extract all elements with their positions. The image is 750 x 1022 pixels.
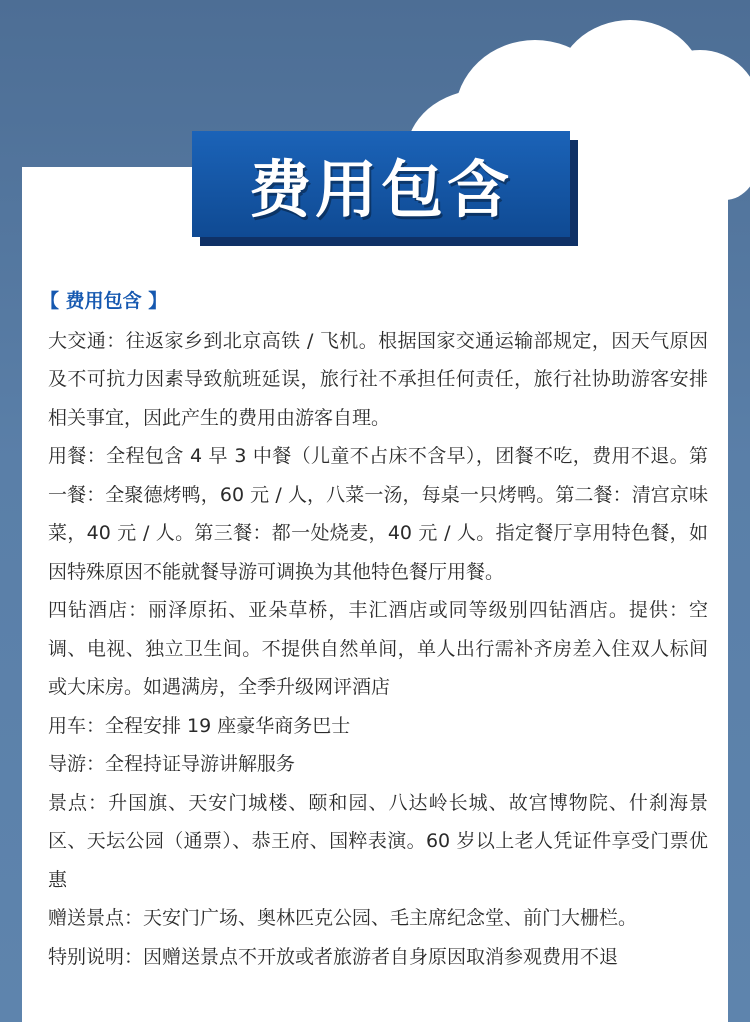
title-banner [192,131,570,237]
section-label: 【 费用包含 】 [40,290,168,312]
paragraph-meals: 用餐：全程包含 4 早 3 中餐（儿童不占床不含早），团餐不吃，费用不退。第一餐：全聚德烤鸭，60 元 / 人，八菜一汤，每桌一只烤鸭。第二餐：清宫京味菜，40 元 / 人。第三餐：都一处烧麦，40 元 / 人。指定餐厅享用特色餐，如因特殊原因不能就餐导游可调换为其他特色餐厅用餐。 [48,445,708,583]
paragraph-hotel: 四钻酒店：丽泽原拓、亚朵草桥，丰汇酒店或同等级别四钻酒店。提供：空调、电视、独立卫生间。不提供自然单间，单人出行需补齐房差入住双人标间或大床房。如遇满房，全季升级网评酒店 [48,599,708,698]
banner-title: 费用包含 [248,152,513,226]
fee-details [40,282,708,976]
paragraph-free-attractions: 赠送景点：天安门广场、奥林匹克公园、毛主席纪念堂、前门大栅栏。 [48,907,638,929]
paragraph-guide: 导游：全程持证导游讲解服务 [48,753,296,775]
paragraph-attractions: 景点：升国旗、天安门城楼、颐和园、八达岭长城、故宫博物院、什刹海景区、天坛公园（通票）、恭王府、国粹表演。60 岁以上老人凭证件享受门票优惠 [48,791,708,891]
paragraph-special-note: 特别说明：因赠送景点不开放或者旅游者自身原因取消参观费用不退 [48,945,619,968]
paragraph-vehicle: 用车：全程安排 19 座豪华商务巴士 [48,714,351,737]
paragraph-transport: 大交通：往返家乡到北京高铁 / 飞机。根据国家交通运输部规定，因天气原因及不可抗力因素导致航班延误，旅行社不承担任何责任，旅行社协助游客安排相关事宜，因此产生的费用由游客自理。 [48,329,708,429]
